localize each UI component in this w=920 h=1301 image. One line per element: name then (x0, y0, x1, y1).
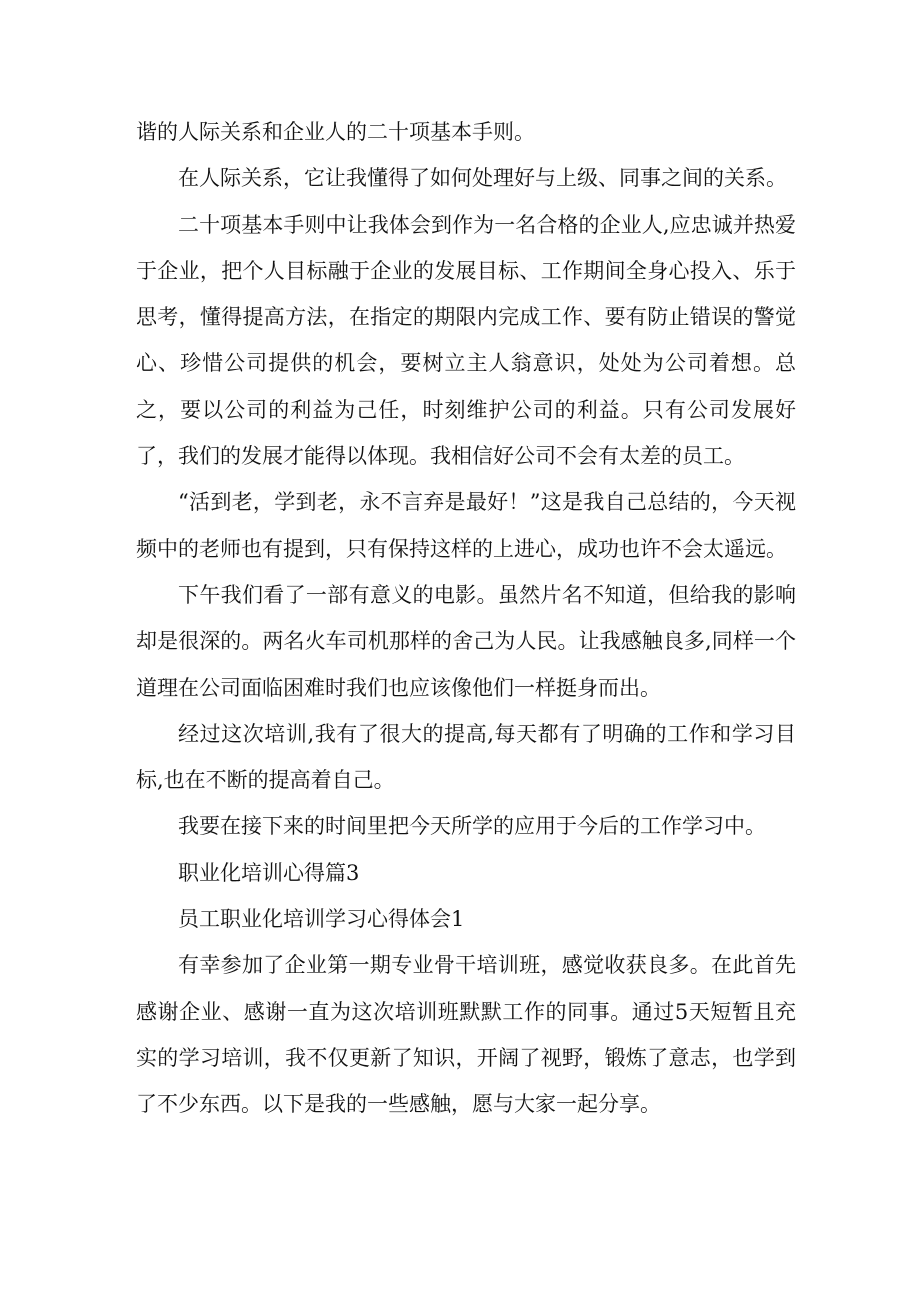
paragraph-7: 我要在接下来的时间里把今天所学的应用于今后的工作学习中。 (178, 814, 766, 839)
paragraph-3: 二十项基本手则中让我体会到作为一名合格的企业人,应忠诚并热爱于企业，把个人目标融于企业的发展目标、工作期间全身心投入、乐于思考，懂得提高方法，在指定的期限内完成工作、要有防止错误的警觉心、珍惜公司提供的机会，要树立主人翁意识，处处为公司着想。总之，要以公司的利益为己任，时刻维护公司的利益。只有公司发展好了，我们的发展才能得以体现。我相信好公司不会有太差的员工。 (136, 212, 796, 469)
paragraph-4: “活到老，学到老，永不言弃是最好！”这是我自己总结的，今天视频中的老师也有提到，只有保持这样的上进心，成功也许不会太遥远。 (136, 490, 796, 561)
document-body (136, 109, 796, 1128)
section-heading: 职业化培训心得篇3 (178, 860, 360, 885)
sub-heading: 员工职业化培训学习心得体会1 (178, 907, 465, 932)
paragraph-6: 经过这次培训,我有了很大的提高,每天都有了明确的工作和学习目标,也在不断的提高着自己。 (136, 721, 796, 793)
paragraph-2: 在人际关系，它让我懂得了如何处理好与上级、同事之间的关系。 (178, 166, 787, 191)
paragraph-1: 谐的人际关系和企业人的二十项基本手则。 (136, 120, 535, 144)
paragraph-5: 下午我们看了一部有意义的电影。虽然片名不知道，但给我的影响却是很深的。两名火车司机那样的舍己为人民。让我感触良多,同样一个道理在公司面临困难时我们也应该像他们一样挺身而出。 (136, 582, 796, 700)
paragraph-10: 有幸参加了企业第一期专业骨干培训班，感觉收获良多。在此首先感谢企业、感谢一直为这次培训班默默工作的同事。通过5天短暂且充实的学习培训，我不仅更新了知识，开阔了视野，锻炼了意志，也学到了不少东西。以下是我的一些感触，愿与大家一起分享。 (136, 953, 796, 1117)
